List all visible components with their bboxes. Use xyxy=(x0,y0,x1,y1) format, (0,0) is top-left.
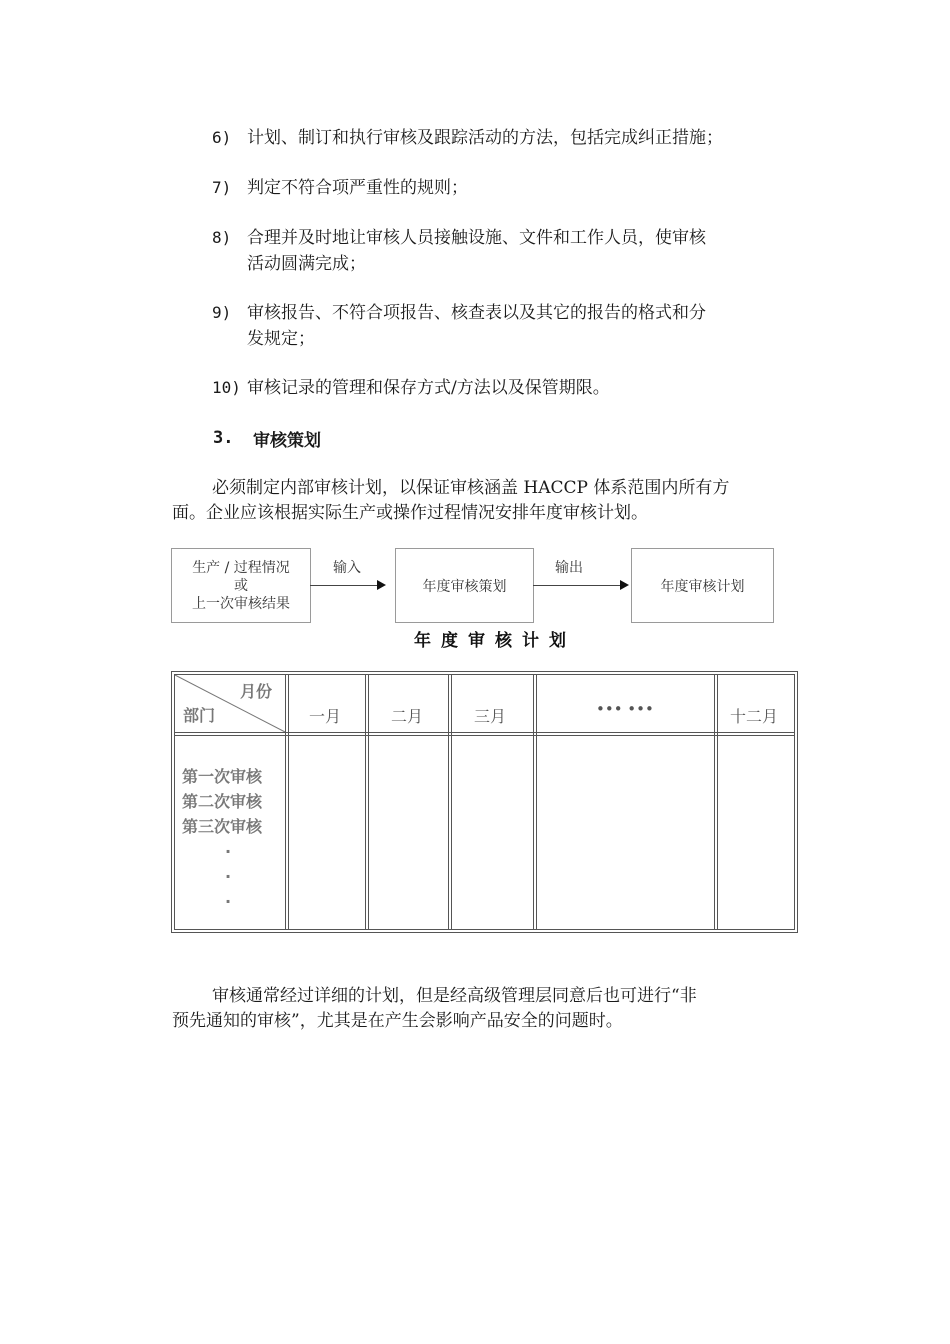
column-divider xyxy=(448,674,449,930)
list-text: 审核记录的管理和保存方式/方法以及保管期限。 xyxy=(247,378,610,398)
column-divider xyxy=(717,674,718,930)
flow-box-line: 上一次审核结果 xyxy=(192,595,290,612)
row-ellipsis-dot: · xyxy=(225,842,232,861)
list-text-continued: 活动圆满完成； xyxy=(247,254,366,274)
row-ellipsis-dot: · xyxy=(225,867,232,886)
row-label-audit-2: 第二次审核 xyxy=(182,792,263,811)
column-header-jan: 一月 xyxy=(309,707,342,726)
list-number: 6) xyxy=(212,128,232,147)
column-header-mar: 三月 xyxy=(474,707,507,726)
flow-box-input-source xyxy=(171,548,311,623)
column-divider xyxy=(368,674,369,930)
column-divider xyxy=(536,674,537,930)
column-divider xyxy=(288,674,289,930)
flow-box-line: 生产 / 过程情况 xyxy=(192,559,290,576)
column-divider xyxy=(285,674,286,930)
flow-box-label: 年度审核策划 xyxy=(422,578,507,595)
list-text: 合理并及时地让审核人员接触设施、文件和工作人员，使审核 xyxy=(247,228,706,248)
list-text: 计划、制订和执行审核及跟踪活动的方法，包括完成纠正措施； xyxy=(247,128,723,148)
column-divider xyxy=(365,674,366,930)
arrow-line xyxy=(310,585,378,586)
arrow-right-icon xyxy=(620,580,629,590)
column-header-feb: 二月 xyxy=(391,707,424,726)
column-divider xyxy=(714,674,715,930)
list-number: 9) xyxy=(212,303,232,322)
row-label-audit-1: 第一次审核 xyxy=(182,767,263,786)
list-text-continued: 发规定； xyxy=(247,329,315,349)
header-divider xyxy=(174,735,795,736)
column-divider xyxy=(533,674,534,930)
arrow-line xyxy=(533,585,621,586)
list-text: 判定不符合项严重性的规则； xyxy=(247,178,468,198)
corner-header-month: 月份 xyxy=(240,682,273,701)
header-divider xyxy=(174,732,795,733)
column-header-ellipsis: ••• ••• xyxy=(596,700,654,718)
flow-box-line: 或 xyxy=(234,577,248,594)
paragraph-line: 面。企业应该根据实际生产或操作过程情况安排年度审核计划。 xyxy=(172,503,648,523)
flow-box-label: 年度审核计划 xyxy=(660,578,745,595)
flow-box-plan xyxy=(631,548,774,623)
list-number: 10) xyxy=(212,378,241,397)
list-number: 8) xyxy=(212,228,232,247)
list-text: 审核报告、不符合项报告、核查表以及其它的报告的格式和分 xyxy=(247,303,706,323)
flow-label-output: 输出 xyxy=(555,560,583,576)
section-title: 审核策划 xyxy=(253,431,321,451)
list-number: 7) xyxy=(212,178,232,197)
flow-label-input: 输入 xyxy=(333,560,361,576)
column-header-dec: 十二月 xyxy=(730,707,779,726)
column-divider xyxy=(451,674,452,930)
flow-box-planning xyxy=(395,548,534,623)
section-number: 3. xyxy=(213,428,234,448)
row-ellipsis-dot: · xyxy=(225,892,232,911)
paragraph-line: 审核通常经过详细的计划，但是经高级管理层同意后也可进行“非 xyxy=(212,986,697,1006)
arrow-right-icon xyxy=(377,580,386,590)
row-label-audit-3: 第三次审核 xyxy=(182,817,263,836)
paragraph-line: 必须制定内部审核计划，以保证审核涵盖 HACCP 体系范围内所有方 xyxy=(212,478,730,498)
paragraph-line: 预先通知的审核”，尤其是在产生会影响产品安全的问题时。 xyxy=(172,1011,623,1031)
table-title: 年度审核计划 xyxy=(414,631,576,651)
corner-header-dept: 部门 xyxy=(183,706,216,725)
